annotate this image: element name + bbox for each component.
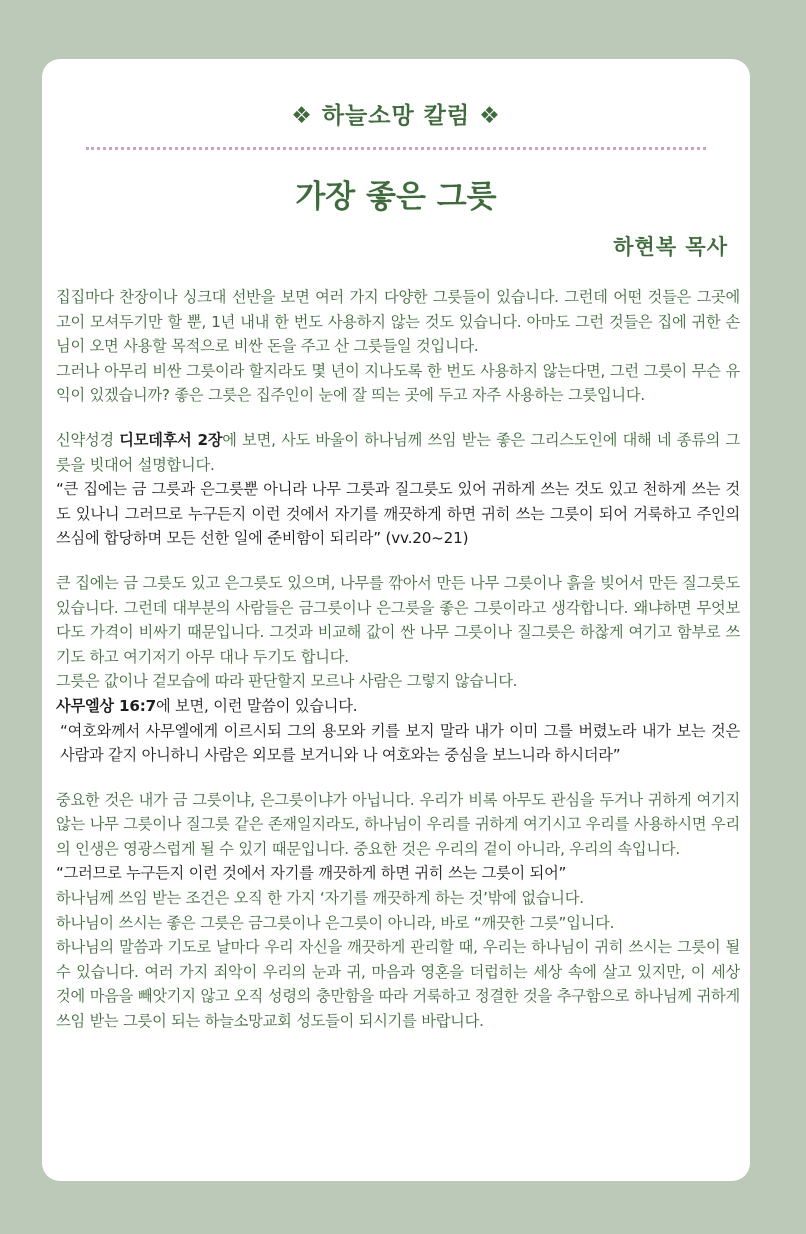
dotted-divider: [86, 147, 706, 150]
scripture-quote: “여호와께서 사무엘에게 이르시되 그의 용모와 키를 보지 말라 내가 이미 그를 버렸노라 내가 보는 것은 사람과 같지 아니하니 사람은 외모를 보거니와 나 여호와는 중심을 보느니라 하시더라”: [60, 721, 740, 765]
paragraph: [56, 694, 740, 719]
scripture-quote: [56, 477, 740, 551]
paragraph: 큰 집에는 금 그릇도 있고 은그릇도 있으며, 나무를 깎아서 만든 나무 그릇이나 흙을 빚어서 만든 질그릇도 있습니다. 그런데 대부분의 사람들은 금그릇이나 은그릇을 좋은 그릇이라고 생각합니다. 왜냐하면 무엇보다도 가격이 비싸기 때문입니다. 그것과 비교해 값이 싼 나무 그릇이나 질그릇은 하찮게 여기고 함부로 쓰기도 하고 여기저기 아무 대나 두기도 합니다.: [56, 573, 740, 666]
column-title: ❖ 하늘소망 칼럼 ❖: [291, 103, 501, 129]
scripture-reference: 사무엘상 16:7: [56, 696, 156, 715]
quote-text: “큰 집에는 금 그릇과 은그릇뿐 아니라 나무 그릇과 질그릇도 있어 귀하게 쓰는 것도 있고 천하게 쓰는 것도 있나니 그러므로 누구든지 이런 것에서 자기를 깨끗하게 하면 귀히 쓰는 그릇이 되어 거룩하고 주인의 쓰심에 합당하며 모든 선한 일에 준비함이 되리라”: [56, 480, 740, 548]
scripture-reference: 디모데후서 2장: [119, 430, 223, 449]
paragraph-text: 에 보면, 사도 바울이 하나님께 쓰임 받는 좋은 그리스도인에 대해 네 종류의 그릇을 빗대어 설명합니다.: [56, 430, 740, 474]
article-body: [56, 285, 740, 1034]
paragraph: 집집마다 찬장이나 싱크대 선반을 보면 여러 가지 다양한 그릇들이 있습니다. 그런데 어떤 것들은 그곳에 고이 모셔두기만 할 뿐, 1년 내내 한 번도 사용하지 않는 것도 있습니다. 아마도 그런 것들은 집에 귀한 손님이 오면 사용할 목적으로 비싼 돈을 주고 산 그릇들일 것입니다.: [56, 288, 740, 356]
paragraph-text: 신약성경: [56, 430, 120, 449]
paragraph: 하나님이 쓰시는 좋은 그릇은 금그릇이나 은그릇이 아니라, 바로 “깨끗한 그릇”입니다.: [56, 913, 615, 932]
article-title: 가장 좋은 그릇: [295, 179, 497, 215]
scripture-quote: “그러므로 누구든지 이런 것에서 자기를 깨끗하게 하면 귀히 쓰는 그릇이 되어”: [56, 864, 567, 883]
column-card: [42, 59, 750, 1181]
author-name: 하현복 목사: [613, 235, 728, 259]
paragraph: 그러나 아무리 비싼 그릇이라 할지라도 몇 년이 지나도록 한 번도 사용하지 않는다면, 그런 그릇이 무슨 유익이 있겠습니까? 좋은 그릇은 집주인이 눈에 잘 띄는 곳에 두고 자주 사용하는 그릇입니다.: [56, 361, 740, 405]
paragraph: 그릇은 값이나 겉모습에 따라 판단할지 모르나 사람은 그렇지 않습니다.: [56, 672, 518, 691]
paragraph-text: 에 보면, 이런 말씀이 있습니다.: [155, 696, 358, 715]
paragraph: 하나님의 말씀과 기도로 날마다 우리 자신을 깨끗하게 관리할 때, 우리는 하나님이 귀히 쓰시는 그릇이 될 수 있습니다. 여러 가지 죄악이 우리의 눈과 귀, 마음과 영혼을 더럽히는 세상 속에 살고 있지만, 이 세상 것에 마음을 빼앗기지 않고 오직 성령의 충만함을 따라 거룩하고 정결한 것을 추구함으로 하나님께 귀하게 쓰임 받는 그릇이 되는 하늘소망교회 성도들이 되시기를 바랍니다.: [56, 938, 740, 1031]
paragraph: 하나님께 쓰임 받는 조건은 오직 한 가지 ‘자기를 깨끗하게 하는 것’밖에 없습니다.: [56, 889, 584, 908]
paragraph: 중요한 것은 내가 금 그릇이냐, 은그릇이냐가 아닙니다. 우리가 비록 아무도 관심을 두거나 귀하게 여기지 않는 나무 그릇이나 질그릇 같은 존재일지라도, 하나님이 우리를 귀하게 여기시고 우리를 사용하시면 우리의 인생은 영광스럽게 될 수 있기 때문입니다. 중요한 것은 우리의 겉이 아니라, 우리의 속입니다.: [56, 790, 740, 858]
quote-reference: (vv.20~21): [380, 529, 469, 548]
paragraph: [56, 428, 740, 477]
